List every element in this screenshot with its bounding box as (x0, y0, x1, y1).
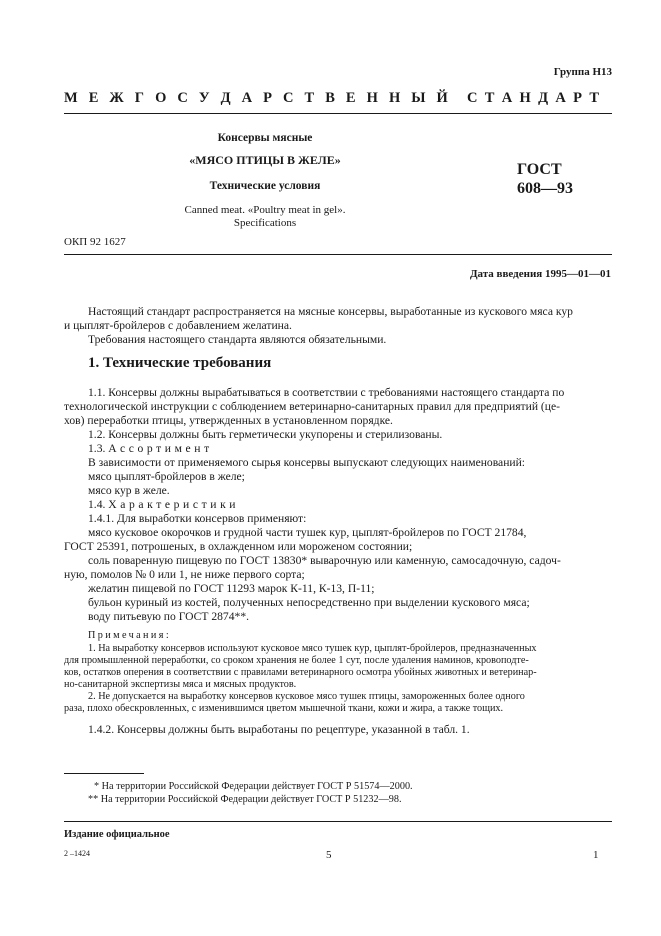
note-2-line2: раза, плохо обескровленных, с изменившимся цветом мышечной ткани, кожи и жира, а также тощих. (64, 703, 504, 714)
raw-material-2-line1: соль поваренную пищевую по ГОСТ 13830* выварочную или каменную, самосадочную, садоч- (88, 554, 561, 567)
title-product-name: «МЯСО ПТИЦЫ В ЖЕЛЕ» (189, 153, 341, 167)
assortment-item-1: мясо цыплят-бройлеров в желе; (88, 470, 245, 483)
clause-1-1-line1: 1.1. Консервы должны вырабатываться в соответствии с требованиями настоящего стандарта по (88, 386, 565, 399)
intro-date: Дата введения 1995—01—01 (469, 268, 611, 280)
gost-number (517, 160, 573, 198)
footnote-1: * На территории Российской Федерации действует ГОСТ Р 51574—2000. (94, 781, 413, 792)
note-1-line3: ков, остатков оперения в соответствии с правилами ветеринарного осмотра убойных животных и ветеринар- (64, 667, 537, 678)
page-number-center: 5 (326, 849, 332, 861)
clause-1-4-1: 1.4.1. Для выработки консервов применяют: (88, 512, 307, 525)
assortment-item-2: мясо кур в желе. (88, 484, 170, 497)
clause-1-4-number: 1.4. (88, 498, 106, 511)
header-rule (64, 113, 612, 114)
official-edition-label: Издание официальное (64, 829, 170, 840)
title-english: Canned meat. «Poultry meat in gel». (184, 204, 346, 216)
title-english-specs: Specifications (233, 217, 297, 229)
clause-1-4-title: Характеристики (108, 498, 240, 511)
clause-1-1-line3: хов) переработки птицы, утвержденных в установленном порядке. (64, 414, 393, 427)
clause-1-3-title: Ассортимент (108, 442, 213, 455)
footnote-2: ** На территории Российской Федерации действует ГОСТ Р 51232—98. (88, 794, 402, 805)
intro-p1-line2: и цыплят-бройлеров с добавлением желатина. (64, 319, 292, 332)
footnote-separator (64, 773, 144, 774)
notes-title: Примечания: (88, 630, 172, 641)
page-number-right: 1 (593, 849, 599, 861)
clause-1-4-heading (88, 498, 239, 513)
clause-1-3-number: 1.3. (88, 442, 106, 455)
note-1-line2: для промышленной переработки, со сроком хранения не более 1 сут, после удаления наминов, кровоподте- (64, 655, 529, 666)
footer-rule (64, 821, 612, 822)
group-code: Группа Н13 (553, 66, 612, 78)
clause-1-3-text: В зависимости от применяемого сырья консервы выпускают следующих наименований: (88, 456, 526, 469)
title-subtitle: Технические условия (209, 180, 321, 192)
section-heading: 1. Технические требования (88, 355, 272, 371)
raw-material-4: бульон куриный из костей, полученных непосредственно при выделении кускового мяса; (88, 596, 530, 609)
intro-p1-line1: Настоящий стандарт распространяется на мясные консервы, выработанные из кускового мяса кур (88, 305, 573, 318)
okp-rule (64, 254, 612, 255)
okp-code: ОКП 92 1627 (64, 236, 126, 248)
intro-p2: Требования настоящего стандарта являются обязательными. (88, 333, 387, 346)
clause-1-3-heading (88, 442, 213, 457)
raw-material-3: желатин пищевой по ГОСТ 11293 марок К-11, К-13, П-11; (88, 582, 375, 595)
standard-type-word-1: М Е Ж Г О С У Д А Р С Т В Е Н Н Ы Й (64, 90, 448, 106)
gost-code: 608—93 (517, 180, 573, 197)
note-2-line1: 2. Не допускается на выработку консервов кусковое мясо тушек птицы, замороженных более одного (88, 691, 525, 702)
raw-material-2-line2: ную, помолов № 0 или 1, не ниже первого сорта; (64, 568, 305, 581)
note-1-line4: но-санитарной экспертизы мяса и мясных продуктов. (64, 679, 297, 690)
print-code: 2 –1424 (64, 849, 90, 858)
standard-type-header (64, 90, 599, 107)
clause-1-2: 1.2. Консервы должны быть герметически укупорены и стерилизованы. (88, 428, 443, 441)
raw-material-1-line1: мясо кусковое окорочков и грудной части тушек кур, цыплят-бройлеров по ГОСТ 21784, (88, 526, 527, 539)
note-1-line1: 1. На выработку консервов используют кусковое мясо тушек кур, цыплят-бройлеров, предназначенных (88, 643, 537, 654)
clause-1-4-2: 1.4.2. Консервы должны быть выработаны по рецептуре, указанной в табл. 1. (88, 723, 470, 736)
standard-type-word-2: С Т А Н Д А Р Т (467, 90, 599, 106)
gost-label: ГОСТ (517, 161, 562, 178)
raw-material-1-line2: ГОСТ 25391, потрошеных, в охлажденном или мороженом состоянии; (64, 540, 413, 553)
clause-1-1-line2: технологической инструкции с соблюдением ветеринарно-санитарных правил для предприятий (це- (64, 400, 561, 413)
title-product-type: Консервы мясные (217, 132, 313, 144)
raw-material-5: воду питьевую по ГОСТ 2874**. (88, 610, 250, 623)
